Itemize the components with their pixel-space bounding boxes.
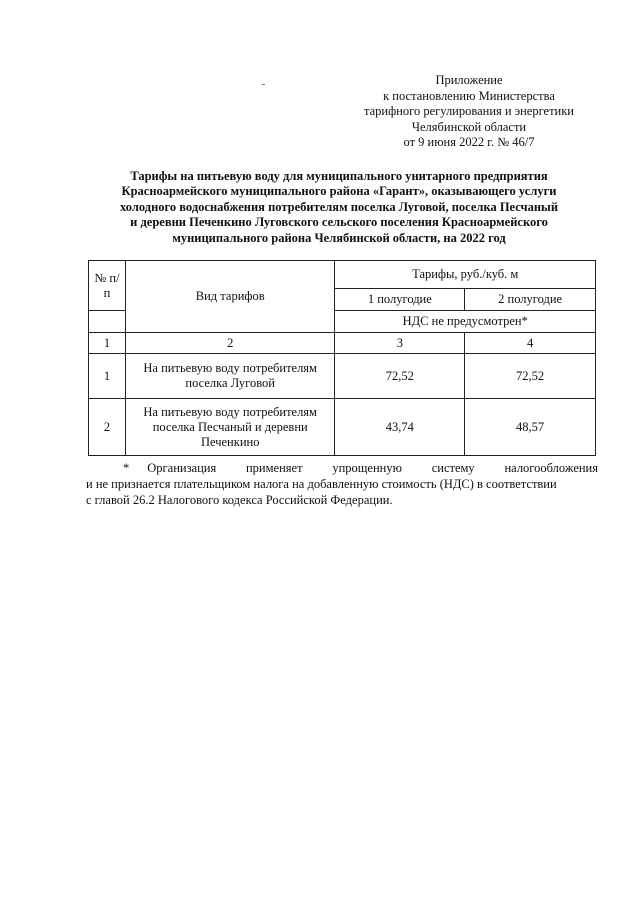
footnote-first-line [86, 460, 598, 476]
annex-block [339, 73, 599, 151]
row-half1: 72,52 [335, 354, 465, 399]
title-line: холодного водоснабжения потребителям поселка Луговой, поселка Песчаный [119, 199, 559, 214]
title-line: муниципального района Челябинской области, на 2022 год [172, 230, 506, 245]
header-num-blank [89, 311, 126, 333]
footnote-asterisk: * [123, 461, 130, 475]
header-row [89, 261, 596, 289]
footnote-text: Организация применяет упрощенную систему налогообложения [147, 461, 598, 475]
index-cell: 2 [125, 333, 335, 354]
tariff-table [88, 260, 596, 456]
annex-line: Приложение [435, 73, 503, 87]
row-type: На питьевую воду потребителям поселка Песчаный и деревни Печенкино [125, 399, 335, 456]
row-type: На питьевую воду потребителям поселка Луговой [125, 354, 335, 399]
index-row [89, 333, 596, 354]
document-title [84, 169, 594, 246]
row-num: 2 [89, 399, 126, 456]
row-num: 1 [89, 354, 126, 399]
header-half2: 2 полугодие [465, 289, 596, 311]
table-row [89, 399, 596, 456]
index-cell: 4 [465, 333, 596, 354]
header-vat: НДС не предусмотрен* [335, 311, 596, 333]
index-cell: 3 [335, 333, 465, 354]
footnote [86, 460, 598, 508]
title-line: и деревни Печенкино Луговского сельского поселения Красноармейского [130, 215, 548, 230]
annex-line: тарифного регулирования и энергетики [363, 104, 575, 118]
header-tariffs: Тарифы, руб./куб. м [335, 261, 596, 289]
header-half1: 1 полугодие [335, 289, 465, 311]
row-half1: 43,74 [335, 399, 465, 456]
footnote-second-line: и не признается плательщиком налога на добавленную стоимость (НДС) в соответствии [86, 477, 557, 491]
row-half2: 72,52 [465, 354, 596, 399]
index-cell: 1 [89, 333, 126, 354]
annex-date-line: от 9 июня 2022 г. № 46/7 [403, 135, 535, 149]
header-num: № п/п [89, 261, 126, 311]
title-line: Тарифы на питьевую воду для муниципального унитарного предприятия [130, 169, 548, 183]
title-line: Красноармейского муниципального района «Гарант», оказывающего услуги [121, 184, 557, 199]
row-half2: 48,57 [465, 399, 596, 456]
header-type: Вид тарифов [125, 261, 335, 333]
annex-line: Челябинской области [411, 119, 527, 134]
table-row [89, 354, 596, 399]
scan-mark [262, 84, 265, 85]
footnote-third-line: с главой 26.2 Налогового кодекса Российской Федерации. [86, 493, 393, 507]
annex-line: к постановлению Министерства [383, 88, 555, 103]
